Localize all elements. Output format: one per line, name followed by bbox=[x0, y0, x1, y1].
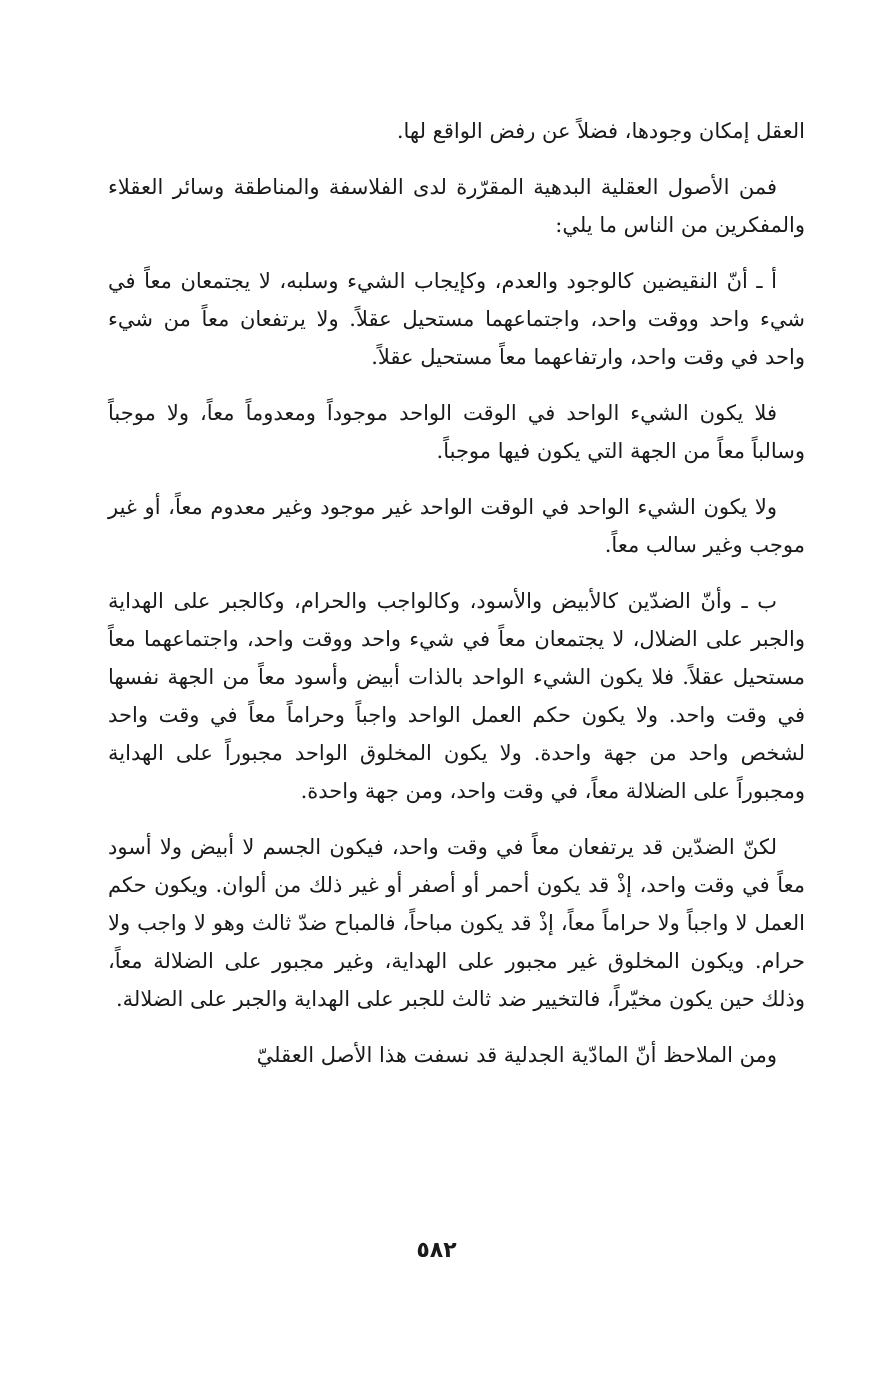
page-number: ٥٨٢ bbox=[416, 1238, 457, 1263]
paragraph-intro: فمن الأصول العقلية البدهية المقرّرة لدى الفلاسفة والمناطقة وسائر العقلاء والمفكرين من الناس ما يلي: bbox=[108, 175, 805, 237]
paragraph-dialectical: ومن الملاحظ أنّ المادّية الجدلية قد نسفت هذا الأصل العقليّ bbox=[256, 1043, 777, 1067]
paragraph-point-a: أ ـ أنّ النقيضين كالوجود والعدم، وكإيجاب الشيء وسلبه، لا يجتمعان معاً في شيء واحد ووقت واحد، واجتماعهما مستحيل عقلاً. ولا يرتفعان معاً من شيء واحد في وقت واحد، وارتفاعهما معاً مستحيل عقلاً. bbox=[108, 269, 805, 369]
paragraph-continuation: العقل إمكان وجودها، فضلاً عن رفض الواقع لها. bbox=[396, 119, 805, 143]
paragraph-point-b: ب ـ وأنّ الضدّين كالأبيض والأسود، وكالواجب والحرام، وكالجبر على الهداية والجبر على الضلال، لا يجتمعان معاً في شيء واحد ووقت واحد، واجتماعهما معاً مستحيل عقلاً. فلا يكون الشيء الواحد بالذات أبيض وأسود معاً من الجهة نفسها في وقت واحد. ولا يكون حكم العمل الواحد واجباً وحراماً معاً في وقت واحد لشخص واحد من جهة واحدة. ولا يكون المخلوق الواحد مجبوراً على الهداية ومجبوراً على الضلالة معاً، في وقت واحد، ومن جهة واحدة. bbox=[108, 589, 805, 803]
body-text bbox=[108, 112, 805, 1092]
paragraph-contraries: لكنّ الضدّين قد يرتفعان معاً في وقت واحد، فيكون الجسم لا أبيض ولا أسود معاً في وقت واحد، إذْ قد يكون أحمر أو أصفر أو غير ذلك من ألوان. ويكون حكم العمل لا واجباً ولا حراماً معاً، إذْ قد يكون مباحاً، فالمباح ضدّ ثالث وهو لا واجب ولا حرام. ويكون المخلوق غير مجبور على الهداية، وغير مجبور على الضلالة معاً، وذلك حين يكون مخيّراً، فالتخيير ضد ثالث للجبر على الهداية والجبر على الضلالة. bbox=[108, 835, 805, 1011]
paragraph-contradictories-2: ولا يكون الشيء الواحد في الوقت الواحد غير موجود وغير معدوم معاً، أو غير موجب وغير سالب معاً. bbox=[108, 495, 805, 557]
paragraph-contradictories-1: فلا يكون الشيء الواحد في الوقت الواحد موجوداً ومعدوماً معاً، ولا موجباً وسالباً معاً من الجهة التي يكون فيها موجباً. bbox=[108, 401, 805, 463]
